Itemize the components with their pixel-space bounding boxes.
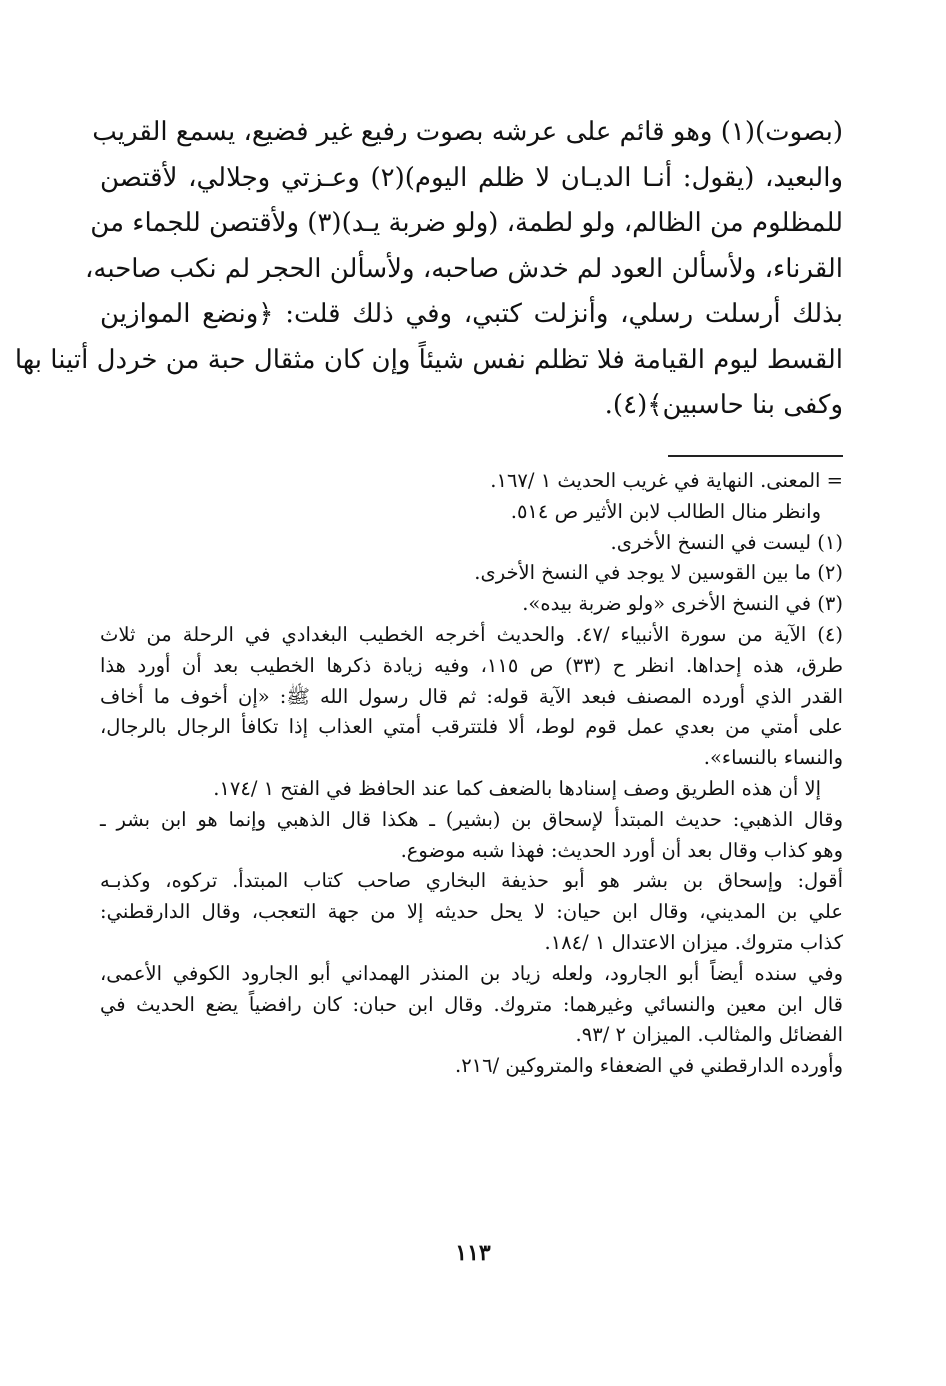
footnote-line: وانظر منال الطالب لابن الأثير ص ٥١٤. — [510, 499, 821, 523]
footnote-line: = المعنى. النهاية في غريب الحديث ١ /١٦٧. — [490, 469, 843, 492]
footnote-line: القدر الذي أورده المصنف فبعد الآية قوله: ثم قال رسول الله ﷺ: «إن أخوف ما أخاف — [100, 684, 843, 708]
footnote-line: إلا أن هذه الطريق وصف إسنادها بالضعف كما عند الحافظ في الفتح ١ /١٧٤. — [213, 776, 821, 800]
main-text-line: والبعيد، (يقول: أنـا الديـان لا ظلم اليوم)(٢) وعـزتي وجلالي، لأقتصن — [100, 162, 844, 193]
footnote-line: أقول: وإسحاق بن بشر هو أبو حذيفة البخاري صاحب كتاب المبتدأ. تركوه، وكذبـه — [100, 869, 843, 893]
footnote-line: وأورده الدارقطني في الضعفاء والمتروكين /٢١٦. — [455, 1054, 843, 1078]
main-text-line: للمظلوم من الظالم، ولو لطمة، (ولو ضربة يـد)(٣) ولأقتصن للجماء من — [90, 208, 843, 238]
footnotes — [100, 466, 843, 1082]
footnote-line: علي بن المديني، وقال ابن حيان: لا يحل حديثه إلا من جهة التعجب، وقال الدارقطني: — [100, 900, 843, 924]
main-text-line: بذلك أرسلت رسلي، وأنزلت كتبي، وفي ذلك قلت: ﴿ونضع الموازين — [100, 299, 843, 329]
page-body — [14, 110, 844, 1078]
footnote-line: (٢) ما بين القوسين لا يوجد في النسخ الأخرى. — [474, 561, 843, 585]
footnote-line: طرق، هذه إحداها. انظر ح (٣٣) ص ١١٥، وفيه زيادة ذكرها الخطيب بعد أن أورد هذا — [100, 653, 843, 677]
footnote-line: (٤) الآية من سورة الأنبياء /٤٧. والحديث أخرجه الخطيب البغدادي في الرحلة من ثلاث — [100, 622, 843, 646]
footnote-line: (٣) في النسخ الأخرى «ولو ضربة بيده». — [522, 592, 843, 616]
footnote-line: على أمتي من بعدي عمل قوم لوط، ألا فلتترقب أمتي العذاب إذا تكافأ الرجال بالرجال، — [100, 715, 843, 739]
main-text-line: القرناء، ولأسألن العود لم خدش صاحبه، ولأسألن الحجر لم نكب صاحبه، — [85, 253, 843, 284]
main-text-line: القسط ليوم القيامة فلا تظلم نفس شيئاً وإن كان مثقال حبة من خردل أتينا بها — [14, 344, 843, 375]
footnote-line: وهو كذاب وقال بعد أن أورد الحديث: فهذا شبه موضوع. — [400, 838, 843, 862]
footnote-line: الفضائل والمثالب. الميزان ٢ /٩٣. — [575, 1023, 843, 1047]
footnote-line: (١) ليست في النسخ الأخرى. — [610, 530, 843, 554]
main-text-line: (بصوت)(١) وهو قائم على عرشه بصوت رفيع غير فضيع، يسمع القريب — [92, 117, 843, 147]
main-text-line: وكفى بنا حاسبين﴾(٤). — [604, 390, 843, 420]
main-text — [14, 110, 844, 429]
footnote-line: قال ابن معين والنسائي وغيرهما: متروك. وقال ابن حبان: كان رافضياً يضع الحديث في — [100, 992, 843, 1016]
footnote-line: وفي سنده أيضاً أبو الجارود، ولعله زياد بن المنذر الهمداني أبو الجارود الكوفي الأعمى، — [100, 961, 843, 985]
footnote-line: وقال الذهبي: حديث المبتدأ لإسحاق بن (بشير) ـ هكذا قال الذهبي وإنما هو ابن بشر ـ — [100, 807, 843, 831]
footnote-divider — [668, 455, 843, 457]
footnote-line: والنساء بالنساء». — [703, 746, 843, 770]
footnote-line: كذاب متروك. ميزان الاعتدال ١ /١٨٤. — [544, 930, 843, 954]
page-number: ١١٣ — [455, 1240, 491, 1266]
